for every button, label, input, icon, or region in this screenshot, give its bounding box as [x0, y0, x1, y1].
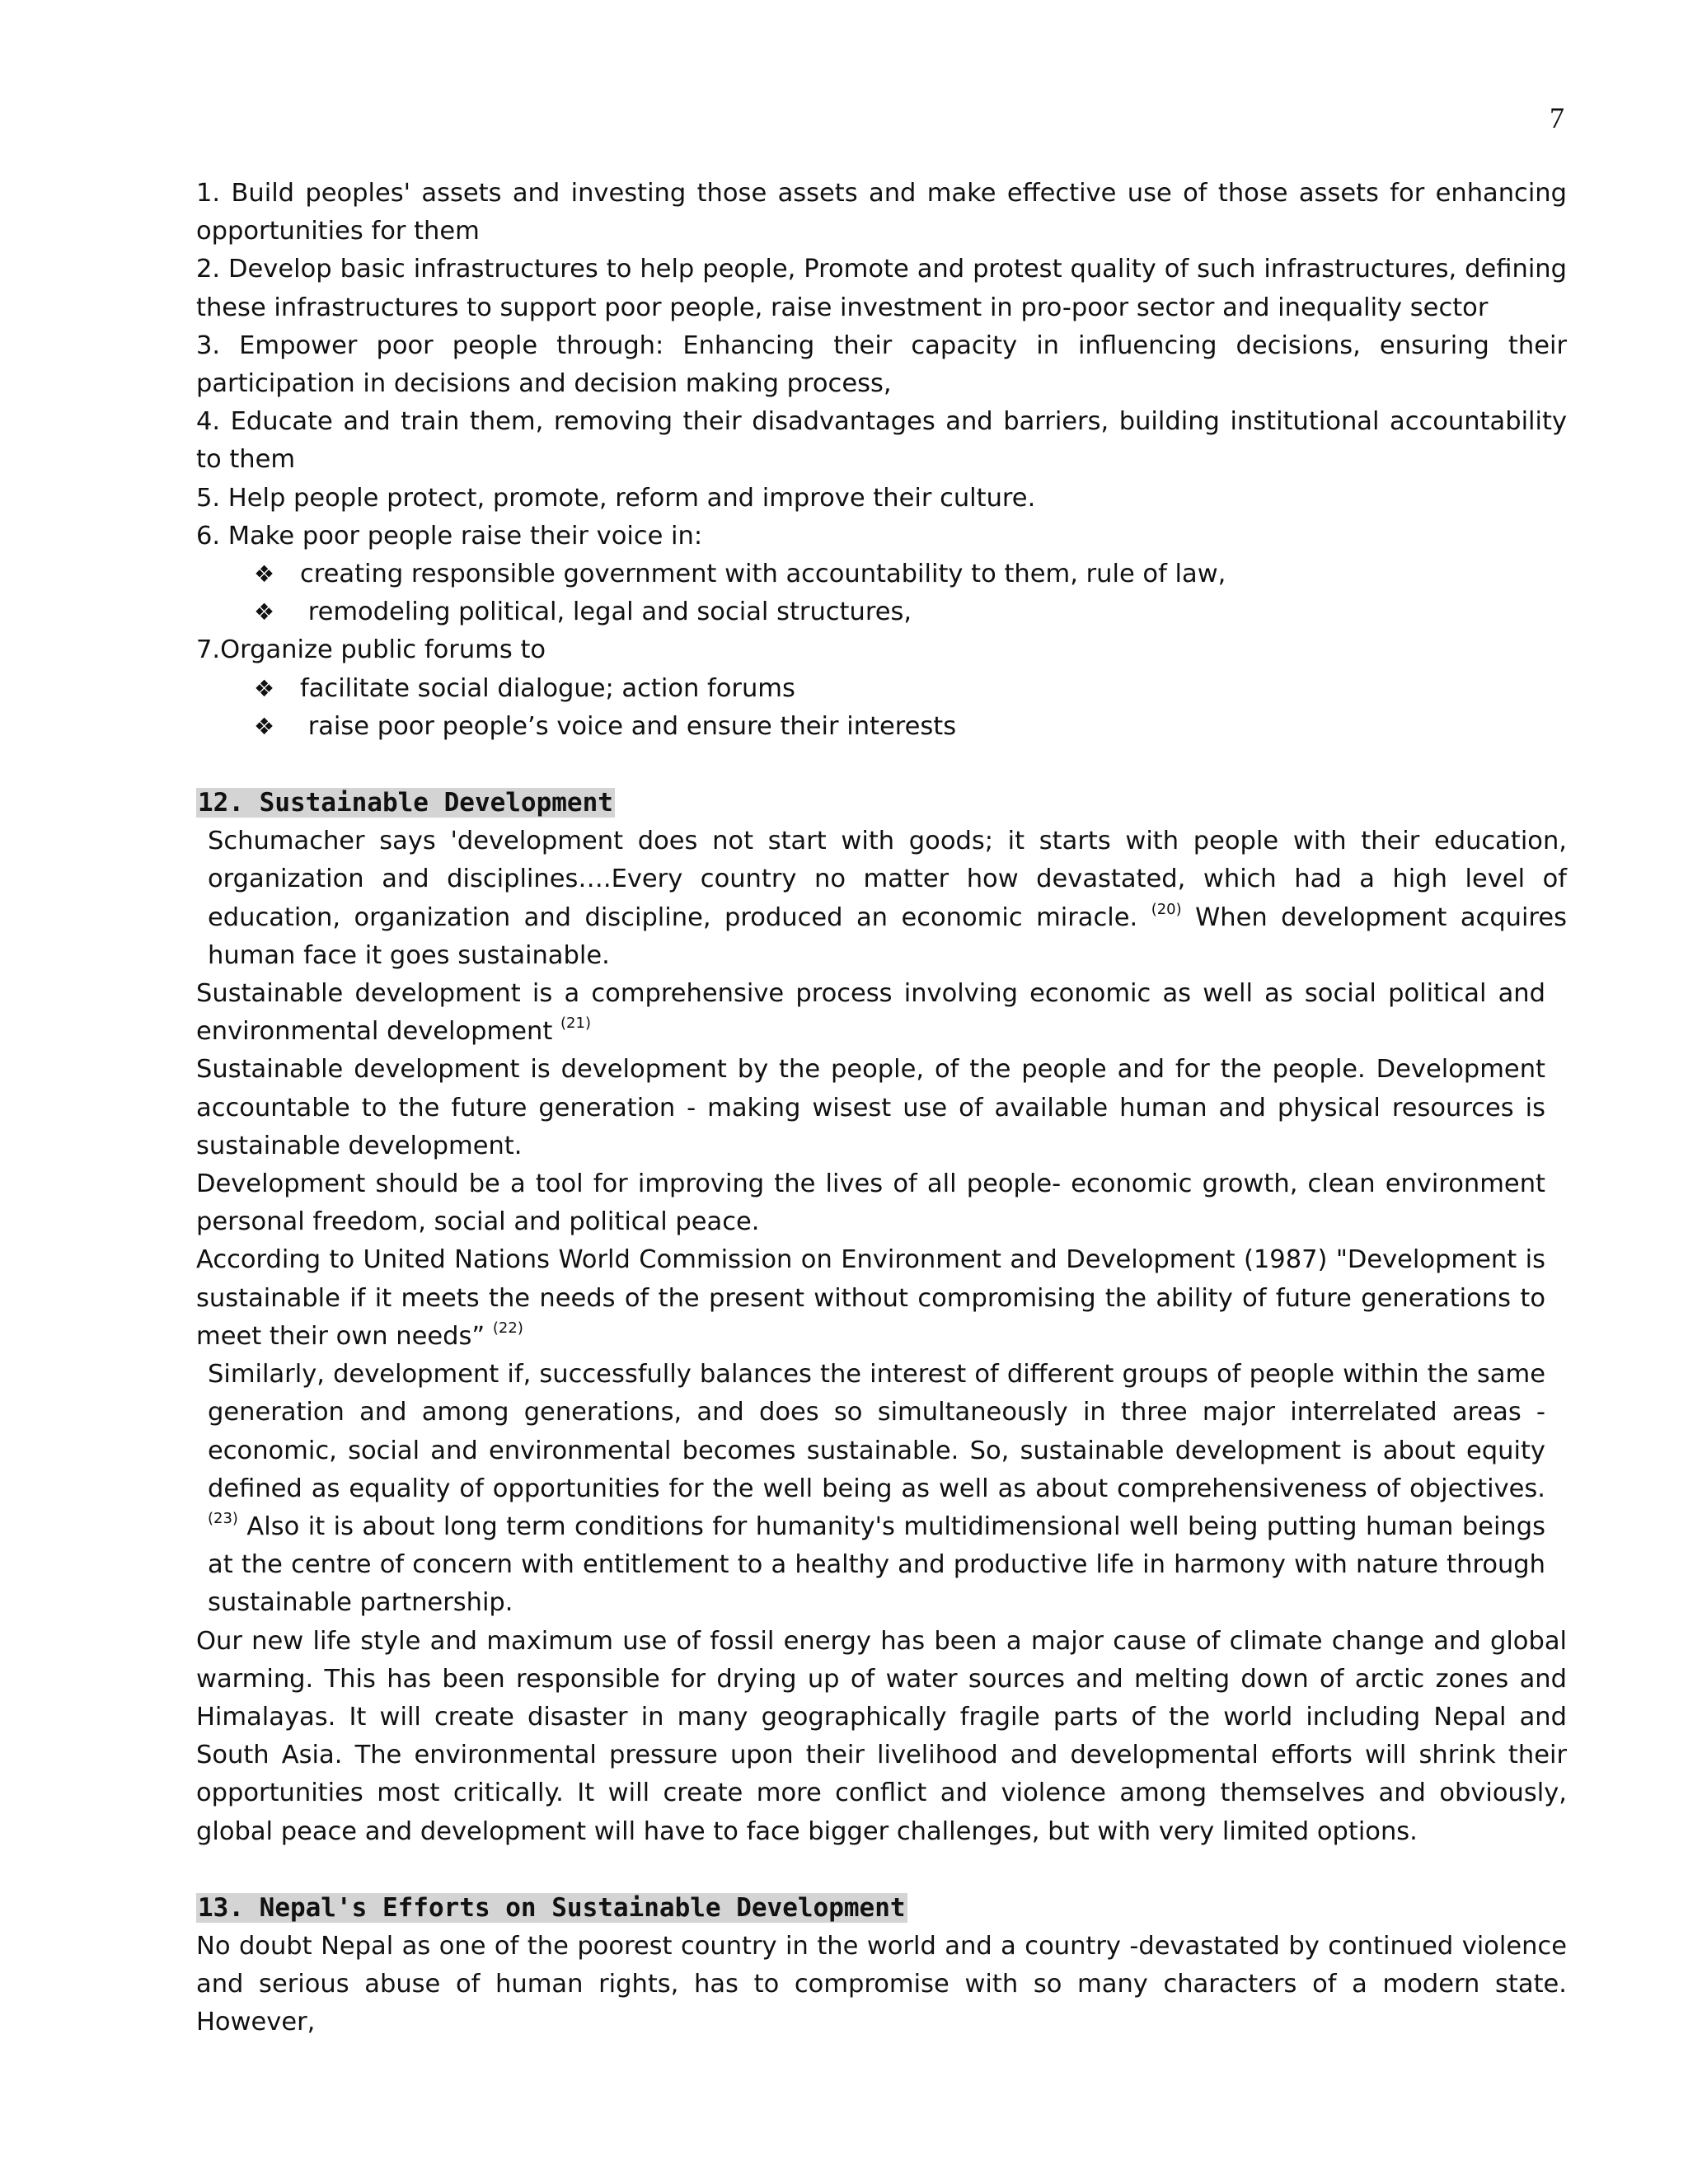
list-item-5: 5. Help people protect, promote, reform and improve their culture. — [196, 483, 1036, 513]
section-13-heading — [196, 1889, 1567, 1928]
bullet-item — [196, 555, 1567, 593]
section-13-heading-text: 13. Nepal's Efforts on Sustainable Development — [198, 1892, 906, 1923]
footnote-ref-23: (23) — [208, 1509, 238, 1527]
section-12-paragraph-6: Similarly, development if, successfully balances the interest of different groups of people within the same generation and among generations, and does so simultaneously in three major interrelated areas - economic, social and environmental becomes sustainable. So, sustainable development is about equity defined as equality of opportunities for the well being as well as about comprehensiveness of objectives. $^{(23)}$ Also it is about long term conditions for humanity's multidimensional well being putting human beings at the centre of concern with entitlement to a healthy and productive life in harmony with nature through sustainable partnership. — [208, 1360, 1545, 1618]
section-12-heading — [196, 784, 1567, 823]
bullet-item — [196, 670, 1567, 708]
bullet-item — [196, 708, 1567, 746]
section-12-paragraph-7: Our new life style and maximum use of fossil energy has been a major cause of climate change and global warming. This has been responsible for drying up of water sources and melting down of arctic zones and Himalayas. It will create disaster in many geographically fragile parts of the world including Nepal and South Asia. The environmental pressure upon their livelihood and developmental efforts will shrink their opportunities most critically. It will create more conflict and violence among themselves and obviously, global peace and development will have to face bigger challenges, but with very limited options. — [196, 1626, 1567, 1846]
bullet-item — [196, 593, 1567, 631]
bullet-text: remodeling political, legal and social structures, — [300, 598, 912, 627]
list-item-3: 3. Empower poor people through: Enhancing their capacity in influencing decisions, ensuring their participation in decisions and decision making process, — [196, 330, 1567, 399]
footnote-ref-20: (20) — [1151, 900, 1182, 918]
section-12-paragraph-3: Sustainable development is development by the people, of the people and for the people. Development accountable to the future generation - making wisest use of available human and physical resources is sustainable development. — [196, 1055, 1545, 1160]
list-item-7: 7.Organize public forums to — [196, 635, 546, 665]
diamond-bullet-icon: ❖ — [254, 560, 275, 588]
section-12-paragraph-1: Schumacher says 'development does not start with goods; it starts with people with their education, organization and disciplines….Every country no matter how devastated, which had a high level of education, organization and discipline, produced an economic miracle. $^{(20)}$ When development acquires human face it goes sustainable. — [208, 827, 1568, 970]
list-item-4: 4. Educate and train them, removing their disadvantages and barriers, building institutional accountability to them — [196, 407, 1567, 475]
section-12-paragraph-4: Development should be a tool for improving the lives of all people- economic growth, clean environment personal freedom, social and political peace. — [196, 1169, 1545, 1237]
diamond-bullet-icon: ❖ — [254, 598, 275, 626]
diamond-bullet-icon: ❖ — [254, 674, 275, 702]
diamond-bullet-icon: ❖ — [254, 712, 275, 740]
section-12-heading-text: 12. Sustainable Development — [198, 788, 613, 818]
page-number: 7 — [1550, 101, 1564, 134]
list-item-6: 6. Make poor people raise their voice in: — [196, 521, 703, 551]
bullet-text: creating responsible government with accountability to them, rule of law, — [300, 560, 1226, 589]
bullet-text: raise poor people’s voice and ensure their interests — [300, 711, 957, 741]
footnote-ref-22: (22) — [492, 1319, 523, 1337]
section-12-paragraph-2: Sustainable development is a comprehensive process involving economic as well as social political and environmental development $^{(21)}$ — [196, 979, 1545, 1047]
document-body — [196, 175, 1567, 2042]
list-item-1: 1. Build peoples' assets and investing those assets and make effective use of those assets for enhancing opportunities for them — [196, 179, 1567, 246]
section-12-paragraph-5: According to United Nations World Commission on Environment and Development (1987) "Development is sustainable if it meets the needs of the present without compromising the ability of future generations to meet their own needs” $^{(22)}$ — [196, 1245, 1545, 1351]
bullet-text: facilitate social dialogue; action forums — [300, 673, 795, 703]
footnote-ref-21: (21) — [560, 1015, 591, 1033]
list-item-2: 2. Develop basic infrastructures to help people, Promote and protest quality of such infrastructures, defining these infrastructures to support poor people, raise investment in pro-poor sector and inequality sector — [196, 255, 1567, 322]
section-13-paragraph-1: No doubt Nepal as one of the poorest country in the world and a country -devastated by continued violence and serious abuse of human rights, has to compromise with so many characters of a modern state. However, — [196, 1931, 1567, 2037]
